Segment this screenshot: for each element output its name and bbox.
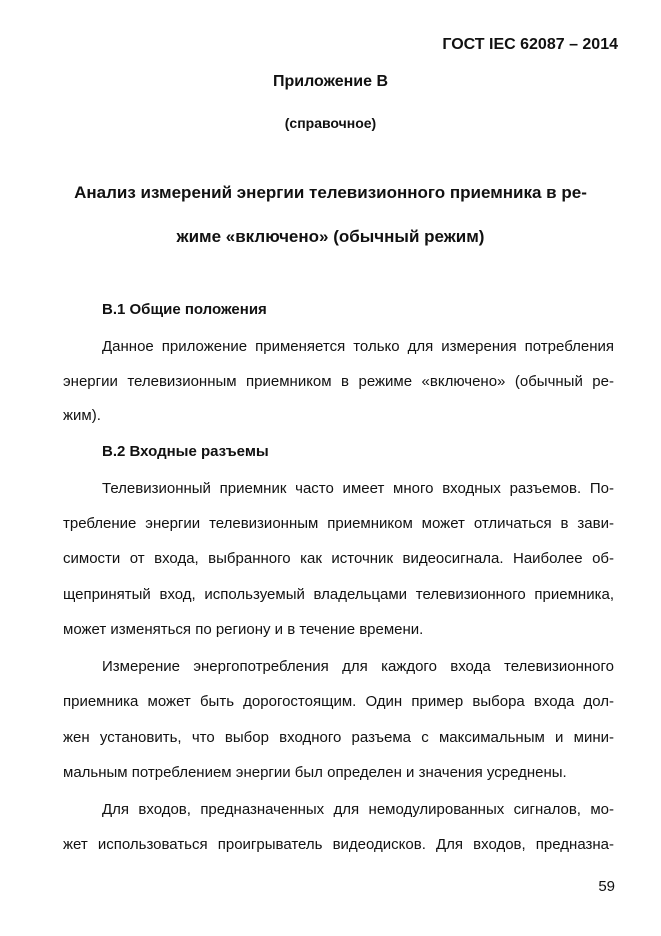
paragraph-line: симости от входа, выбранного как источник видеосигнала. Наиболее об-	[63, 550, 614, 567]
paragraph-line: жет использоваться проигрыватель видеодисков. Для входов, предназна-	[63, 836, 614, 853]
appendix-subtitle: (справочное)	[284, 115, 377, 131]
paragraph-line: Для входов, предназначенных для немодулированных сигналов, мо-	[102, 801, 614, 818]
section-heading: В.1 Общие положения	[102, 301, 267, 318]
paragraph-line: энергии телевизионным приемником в режиме «включено» (обычный ре-	[63, 373, 614, 390]
main-title-line-2: жиме «включено» (обычный режим)	[176, 227, 485, 246]
paragraph-line: жим).	[63, 407, 101, 424]
paragraph-line: Телевизионный приемник часто имеет много входных разъемов. По-	[102, 480, 614, 497]
main-title-line-1: Анализ измерений энергии телевизионного приемника в ре-	[74, 183, 587, 202]
appendix-title: Приложение В	[272, 73, 389, 90]
paragraph-line: приемника может быть дорогостоящим. Один пример выбора входа дол-	[63, 693, 614, 710]
page-number: 59	[598, 878, 615, 895]
paragraph-line: Данное приложение применяется только для измерения потребления	[102, 338, 614, 355]
paragraph-line: щепринятый вход, используемый владельцами телевизионного приемника,	[63, 586, 614, 603]
paragraph-line: мальным потреблением энергии был определен и значения усреднены.	[63, 764, 567, 781]
paragraph-line: может изменяться по региону и в течение времени.	[63, 621, 424, 638]
paragraph-line: жен установить, что выбор входного разъема с максимальным и мини-	[63, 729, 614, 746]
standard-number: ГОСТ IEC 62087 – 2014	[442, 36, 618, 53]
paragraph-line: требление энергии телевизионным приемником может отличаться в зави-	[63, 515, 614, 532]
section-heading: В.2 Входные разъемы	[102, 443, 269, 460]
paragraph-line: Измерение энергопотребления для каждого входа телевизионного	[102, 658, 614, 675]
